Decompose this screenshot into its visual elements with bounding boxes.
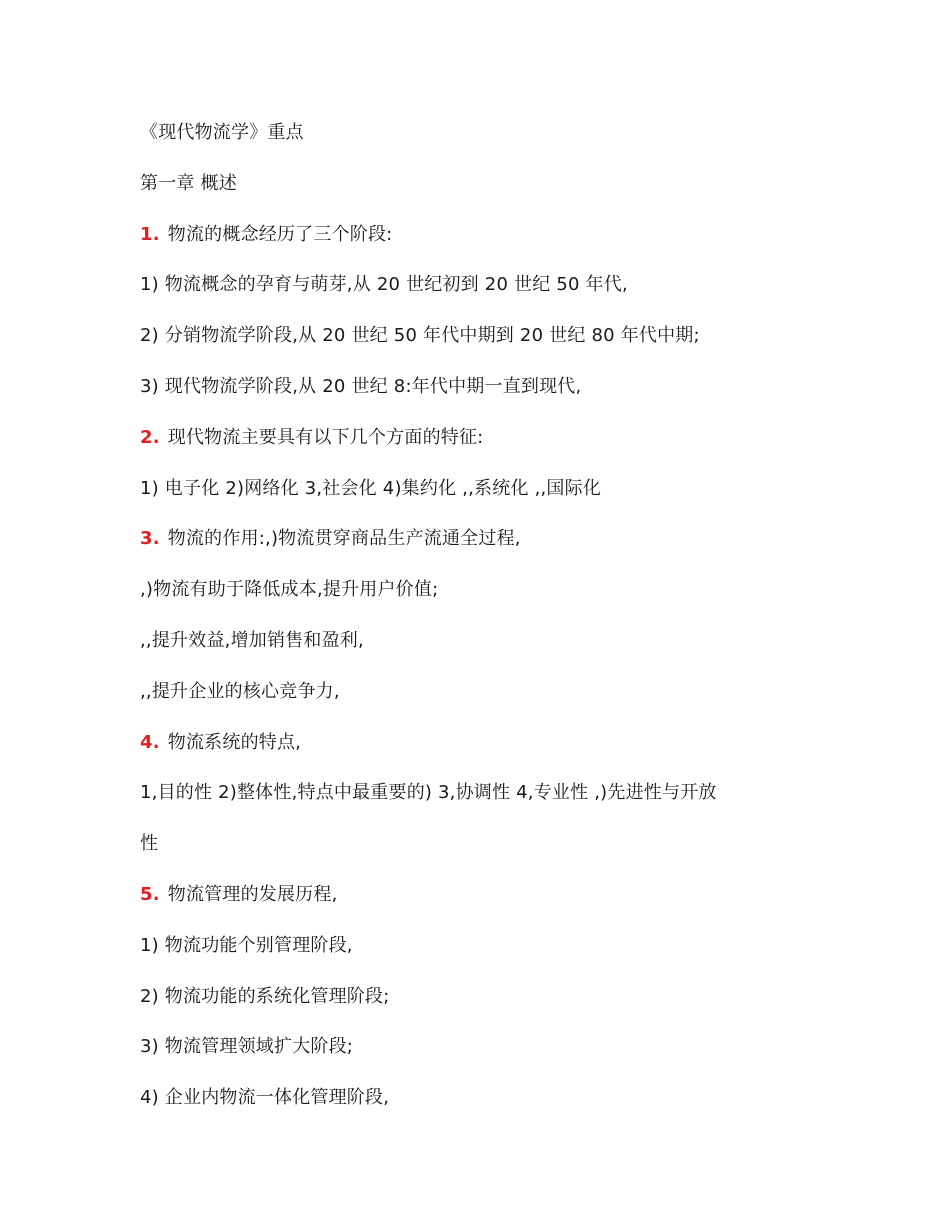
section-number: 5. <box>140 883 160 905</box>
section-number: 4. <box>140 731 160 753</box>
list-item: 1) 物流概念的孕育与萌芽,从 20 世纪初到 20 世纪 50 年代, <box>140 274 628 296</box>
document-content <box>140 108 820 1124</box>
section-heading <box>140 210 820 261</box>
section-heading <box>140 413 820 464</box>
list-item: 1,目的性 2)整体性,特点中最重要的) 3,协调性 4,专业性 ,)先进性与开放 <box>140 782 717 804</box>
list-item: ,,提升效益,增加销售和盈利, <box>140 629 364 651</box>
list-item: ,)物流有助于降低成本,提升用户价值; <box>140 579 439 601</box>
list-item: 1) 物流功能个别管理阶段, <box>140 934 353 956</box>
section-heading-text: 物流系统的特点, <box>167 731 302 753</box>
section-heading-text: 物流的作用:,)物流贯穿商品生产流通全过程, <box>167 528 521 550</box>
list-item: ,,提升企业的核心竞争力, <box>140 680 340 702</box>
section-number: 3. <box>140 528 160 550</box>
section-heading-text: 物流管理的发展历程, <box>167 883 338 905</box>
section-number: 1. <box>140 223 160 245</box>
list-item: 3) 现代物流学阶段,从 20 世纪 8:年代中期一直到现代, <box>140 375 582 397</box>
list-item: 性 <box>140 833 159 855</box>
list-item: 3) 物流管理领域扩大阶段; <box>140 1036 354 1058</box>
chapter-heading: 第一章 概述 <box>140 172 237 194</box>
section-heading-text: 现代物流主要具有以下几个方面的特征: <box>167 426 484 448</box>
document-title: 《现代物流学》重点 <box>140 122 304 143</box>
section-heading <box>140 718 820 769</box>
list-item: 4) 企业内物流一体化管理阶段, <box>140 1087 390 1109</box>
section-heading <box>140 514 820 565</box>
section-heading-text: 物流的概念经历了三个阶段: <box>167 223 393 245</box>
list-item: 2) 分销物流学阶段,从 20 世纪 50 年代中期到 20 世纪 80 年代中期; <box>140 325 700 347</box>
section-heading <box>140 870 820 921</box>
list-item: 1) 电子化 2)网络化 3,社会化 4)集约化 ,,系统化 ,,国际化 <box>140 477 602 499</box>
section-number: 2. <box>140 426 160 448</box>
list-item: 2) 物流功能的系统化管理阶段; <box>140 985 390 1007</box>
